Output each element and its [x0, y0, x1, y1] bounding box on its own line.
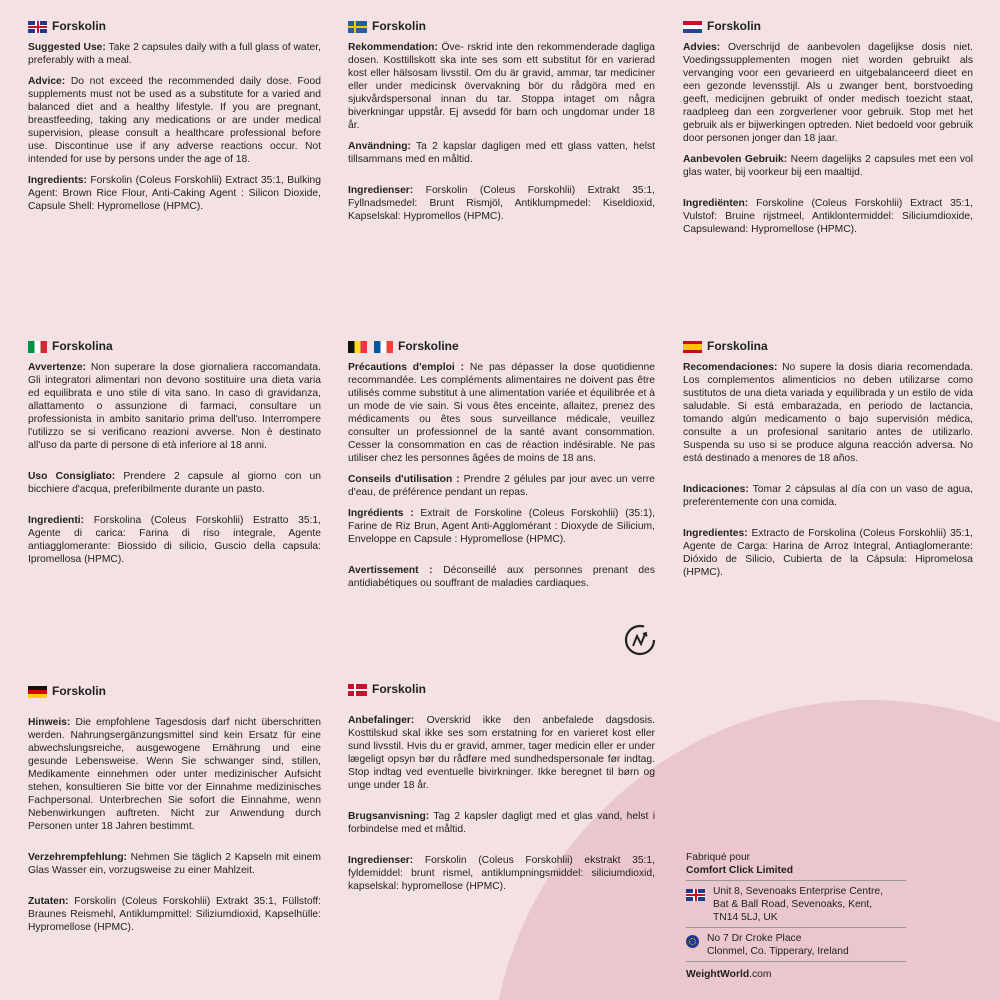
denmark-flag-icon — [348, 684, 367, 696]
ingredients: Ingredienser: Forskolin (Coleus Forskohlii) Extrakt 35:1, Fyllnadsmedel: Brunt Rismjöl, Antiklumpmedel: Kiseldioxid, Kapselskal: Hypromellos (HPMC). — [348, 185, 655, 222]
belgium-flag-icon — [348, 341, 367, 353]
recommendation: Rekommendation: Öve- rskrid inte den rekommenderade dagliga dosen. Kosttillskott ska inte ses som ett substitut för en varierad kost eller hälsosam livsstil. Om du är gravid, ammar, tar mediciner eller under medicinsk övervakning bör du rådgöra med en sjukvårdspersonal innan du tar. Stoppa intaget om några biverkningar uppstår. Ej avsedd för barn och ungdomar under 18 år. — [348, 42, 655, 131]
france-flag-icon — [374, 341, 393, 353]
precautions: Précautions d'emploi : Ne pas dépasser la dose quotidienne recommandée. Les compléments alimentaires ne doivent pas être utilisés comme substitut à une alimentation variée et équilibrée et à un mode de vie sain. Si vous êtes enceinte, allaitez, prenez des médicaments ou êtes sous surveillance médicale, veuillez consulter un professionnel de la santé avant consommation. Cesser la consommation en cas de réaction indésirable. Ne pas utiliser chez les personnes âgées de moins de 18 ans. — [348, 362, 655, 464]
netherlands-flag-icon — [683, 21, 702, 33]
usage: Aanbevolen Gebruik: Neem dagelijks 2 capsules met een vol glas water, bij voorkeur bij een maaltijd. — [683, 154, 973, 178]
heading-french — [348, 340, 655, 353]
section-french — [348, 340, 655, 598]
italy-flag-icon — [28, 341, 47, 353]
usage: Uso Consigliato: Prendere 2 capsule al giorno con un bicchiere d'acqua, preferibilmente durante un pasto. — [28, 471, 321, 495]
usage: Indicaciones: Tomar 2 cápsulas al día con un vaso de agua, preferentemente con una comida. — [683, 484, 973, 508]
website-suffix: .com — [749, 969, 772, 980]
title-danish: Forskolin — [372, 682, 427, 696]
manufacturer-info — [686, 851, 906, 981]
section-german — [28, 685, 321, 942]
eu-address-line: No 7 Dr Croke Place — [707, 933, 802, 944]
section-italian — [28, 340, 321, 574]
usage: Användning: Ta 2 kapslar dagligen med ett glass vatten, helst tillsammans med en måltid. — [348, 141, 655, 165]
section-swedish — [348, 20, 655, 231]
spain-flag-icon — [683, 341, 702, 353]
warning: Avertissement : Déconseillé aux personnes prenant des antidiabétiques ou souffrant de maladies cardiaques. — [348, 565, 655, 589]
germany-flag-icon — [28, 686, 47, 698]
heading-danish — [348, 683, 655, 696]
warnings: Avvertenze: Non superare la dose giornaliera raccomandata. Gli integratori alimentari non devono sostituire una dieta varia ed equilibrata e uno stile di vita sano. In caso di gravidanza, allattamento o assunzione di farmaci, consultare un professionista in ambito sanitario prima dell'uso. Interrompere l'utilizzo se si verificano reazioni avverse. Non è destinato all'uso da parte di persone di età inferiore al 18 anni. — [28, 362, 321, 451]
eu-address-line: Clonmel, Co. Tipperary, Ireland — [707, 946, 849, 957]
advice: Advies: Overschrijd de aanbevolen dagelijkse dosis niet. Voedingssupplementen mogen niet worden gebruikt als vervanging voor een gevarieerd en uitgebalanceerd dieet en een gezonde levensstijl. Als u zwanger bent, borstvoeding geeft, medicijnen gebruikt of onder medisch toezicht staat, raadpleeg dan een zorgverlener voor gebruik. Stop met het gebruik als er bijwerkingen optreden. Niet bedoeld voor gebruik door personen jonger dan 18 jaar. — [683, 42, 973, 144]
uk-address-line: Bat & Ball Road, Sevenoaks, Kent, — [713, 899, 873, 910]
uk-flag-icon — [28, 21, 47, 33]
made-for-label: Fabriqué pour — [686, 852, 751, 863]
section-dutch — [683, 20, 973, 244]
usage: Verzehrempfehlung: Nehmen Sie täglich 2 Kapseln mit einem Glas Wasser ein, vorzugsweise zu einer Mahlzeit. — [28, 852, 321, 876]
ingredients: Ingredients: Forskolin (Coleus Forskohlii) Extract 35:1, Bulking Agent: Brown Rice Flour, Anti-Caking Agent : Silicon Dioxide, Capsule Shell: Hypromellose (HPMC). — [28, 175, 321, 212]
section-danish — [348, 683, 655, 901]
uk-address — [686, 881, 906, 928]
recommendations: Anbefalinger: Overskrid ikke den anbefalede dagsdosis. Kosttilskud skal ikke ses som erstatning for en varieret kost eller sund livsstil. Hvis du er gravid, ammer, tager medicin eller er under lægeligt opsyn bør du rådføre med sundhedspersonale før indtag. Stop indtag ved eventuelle bivirkninger. Ikke beregnet til børn og unge under 18 år. — [348, 715, 655, 791]
ingredients: Ingrediënten: Forskoline (Coleus Forskohlii) Extract 35:1, Vulstof: Bruine rijstmeel, Antiklontermiddel: Siliciumdioxide, Capsulewand: Hypromellose (HPMC). — [683, 198, 973, 235]
ingredients: Ingredienti: Forskolina (Coleus Forskohlii) Estratto 35:1, Agente di carica: Farina di riso integrale, Agente antiagglomerante: Biossido di silicio, Guscio della capsula: Ipromellosa (HPMC). — [28, 515, 321, 565]
title-spanish: Forskolina — [707, 339, 768, 353]
ingredients: Ingredienser: Forskolin (Coleus Forskohlii) ekstrakt 35:1, fyldemiddel: brunt rismel, antiklumpningsmiddel: siliciumdioxid, kapselskal: hypromellose (HPMC). — [348, 855, 655, 892]
heading-german — [28, 685, 321, 698]
uk-flag-icon — [686, 889, 705, 901]
company-name: Comfort Click Limited — [686, 864, 906, 881]
title-italian: Forskolina — [52, 339, 113, 353]
section-english — [28, 20, 321, 221]
heading-english — [28, 20, 321, 33]
advice: Advice: Do not exceed the recommended daily dose. Food supplements must not be used as a substitute for a varied and balanced diet and a healthy lifestyle. If you are pregnant, breastfeeding, taking any medications or are under medical supervision, please consult a healthcare professional before use. Discontinue use if any adverse reactions occur. Not intended for use by persons under the age of 18. — [28, 76, 321, 165]
usage: Conseils d'utilisation : Prendre 2 gélules par jour avec un verre d'eau, de préférence pendant un repas. — [348, 474, 655, 498]
heading-dutch — [683, 20, 973, 33]
title-swedish: Forskolin — [372, 19, 427, 33]
recommendations: Recomendaciones: No supere la dosis diaria recomendada. Los complementos alimenticios no deben utilizarse como sustitutos de una dieta variada y equilibrada y un estilo de vida saludable. Si está embarazada, en periodo de lactancia, tomando algún medicamento o bajo supervisión médica, consulte a un profesional sanitario antes de utilizarlo. Suspenda su uso si se produce alguna reacción adversa. No está destinado a menores de 18 años. — [683, 362, 973, 464]
sweden-flag-icon — [348, 21, 367, 33]
suggested-use: Suggested Use: Take 2 capsules daily with a full glass of water, preferably with a meal. — [28, 42, 321, 66]
eu-flag-icon — [686, 935, 699, 948]
uk-address-line: TN14 5LJ, UK — [713, 912, 778, 923]
section-spanish — [683, 340, 973, 587]
usage: Brugsanvisning: Tag 2 kapsler dagligt med et glas vand, helst i forbindelse med et måltid. — [348, 811, 655, 835]
eu-address — [686, 928, 906, 962]
heading-italian — [28, 340, 321, 353]
title-english: Forskolin — [52, 19, 107, 33]
heading-swedish — [348, 20, 655, 33]
hint: Hinweis: Die empfohlene Tagesdosis darf nicht überschritten werden. Nahrungsergänzungsmittel sind kein Ersatz für eine abwechslungsreiche, ausgewogene Ernährung und eine gesunde Lebensweise. Wenn Sie schwanger sind, stillen, Medikamente einnehmen oder unter medizinischer Aufsicht stehen, konsultieren Sie bitte vor der Einnahme medizinisches Fachpersonal. Unterbrechen Sie sofort die Einnahme, wenn Nebenwirkungen auftreten. Nicht zur Anwendung durch Personen unter 18 Jahren bestimmt. — [28, 717, 321, 832]
ingredients: Ingredientes: Extracto de Forskolina (Coleus Forskohlii) 35:1, Agente de Carga: Harina de Arroz Integral, Antiaglomerante: Dióxido de Silicio, Cubierta de la Cápsula: Hipromelosa (HPMC). — [683, 528, 973, 578]
ingredients: Zutaten: Forskolin (Coleus Forskohlii) Extrakt 35:1, Füllstoff: Braunes Reismehl, Antiklumpmittel: Siliziumdioxid, Kapselhülle: Hypromellose (HPMC). — [28, 896, 321, 933]
website — [686, 968, 906, 981]
title-french: Forskoline — [398, 339, 459, 353]
heading-spanish — [683, 340, 973, 353]
ingredients: Ingrédients : Extrait de Forskoline (Coleus Forskohlii) (35:1), Farine de Riz Brun, Agent Anti-Agglomérant : Dioxyde de Silicium, Enveloppe en Capsule : Hypromellose (HPMC). — [348, 508, 655, 545]
title-dutch: Forskolin — [707, 19, 762, 33]
uk-address-line: Unit 8, Sevenoaks Enterprise Centre, — [713, 886, 883, 897]
website-bold: WeightWorld — [686, 969, 750, 980]
triman-recycle-icon — [624, 624, 656, 656]
title-german: Forskolin — [52, 684, 107, 698]
